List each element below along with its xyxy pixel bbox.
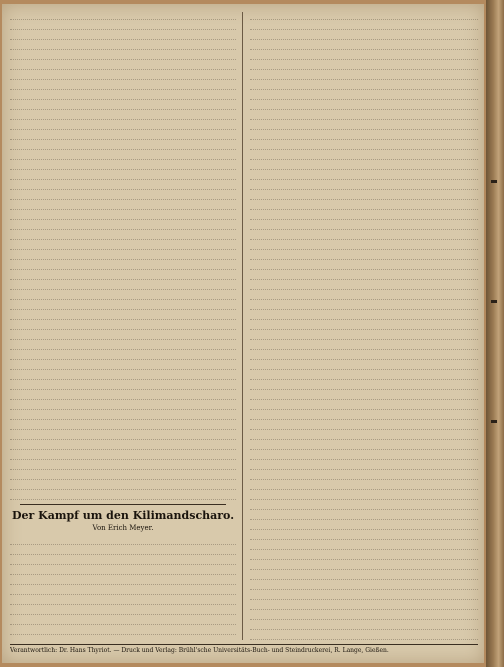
text-line [10,262,236,270]
text-line [250,412,478,420]
text-line [10,432,236,440]
text-line [250,42,478,50]
spine-mark [491,180,497,183]
text-line [10,392,236,400]
text-line [250,452,478,460]
text-line [250,592,478,600]
text-line [10,492,236,500]
text-line [10,372,236,380]
text-line [10,272,236,280]
text-line [250,632,478,640]
text-line [10,587,236,595]
text-line [250,462,478,470]
text-line [250,32,478,40]
text-line [250,202,478,210]
text-line [10,152,236,160]
text-line [10,302,236,310]
text-line [250,512,478,520]
text-line [10,52,236,60]
text-line [250,532,478,540]
text-line [250,442,478,450]
text-line [250,112,478,120]
text-line [250,552,478,560]
text-line [250,122,478,130]
right-column [250,12,478,640]
text-line [10,627,236,635]
text-line [250,302,478,310]
binding-spine [486,0,504,667]
text-line [10,362,236,370]
text-line [10,42,236,50]
text-line [10,462,236,470]
text-line [250,582,478,590]
text-line [250,402,478,410]
newspaper-page [2,4,484,663]
text-line [10,222,236,230]
text-line [250,482,478,490]
text-line [250,192,478,200]
text-line [250,332,478,340]
text-line [10,637,236,640]
text-line [10,72,236,80]
text-line [250,242,478,250]
text-line [250,372,478,380]
text-line [250,152,478,160]
text-line [10,172,236,180]
text-line [250,82,478,90]
text-line [250,382,478,390]
page-footer: Verantwortlich: Dr. Hans Thyriot. — Druck und Verlag: Brühl'sche Universitäts-Buch- und Steindruckerei, R. Lange, Gießen. [10,644,478,657]
text-line [250,282,478,290]
text-line [10,557,236,565]
text-line [250,62,478,70]
text-line [10,442,236,450]
text-line [10,342,236,350]
text-line [10,132,236,140]
text-line [10,22,236,30]
text-line [250,142,478,150]
text-line [10,192,236,200]
text-line [10,182,236,190]
text-line [10,332,236,340]
text-line [10,102,236,110]
text-line [250,322,478,330]
text-line [250,352,478,360]
column-divider [242,12,243,640]
text-line [250,182,478,190]
text-line [250,22,478,30]
text-line [10,242,236,250]
text-line [250,92,478,100]
text-line [250,572,478,580]
text-line [250,12,478,20]
spine-mark [491,420,497,423]
text-line [250,102,478,110]
text-line [10,472,236,480]
text-line [10,292,236,300]
text-line [10,142,236,150]
text-line [250,172,478,180]
text-line [250,492,478,500]
text-line [250,312,478,320]
text-line [10,62,236,70]
article-headline: Der Kampf um den Kilimandscharo. [11,509,235,522]
text-line [10,537,236,545]
text-line [10,412,236,420]
text-line [250,132,478,140]
text-line [10,112,236,120]
text-line [10,12,236,20]
article-byline: Von Erich Meyer. [92,524,154,532]
text-line [10,322,236,330]
text-line [10,312,236,320]
text-line [250,612,478,620]
text-line [10,32,236,40]
text-line [250,72,478,80]
text-line [250,52,478,60]
text-line [250,422,478,430]
text-line [10,382,236,390]
text-line [250,212,478,220]
text-line [250,392,478,400]
text-line [10,162,236,170]
text-line [10,422,236,430]
text-line [10,92,236,100]
text-line [10,402,236,410]
text-line [250,342,478,350]
text-line [250,292,478,300]
text-line [250,472,478,480]
text-line [250,602,478,610]
text-line [10,202,236,210]
text-line [250,362,478,370]
text-line [250,252,478,260]
text-line [10,232,236,240]
spine-mark [491,300,497,303]
text-line [250,562,478,570]
text-line [250,232,478,240]
text-line [10,452,236,460]
text-line [10,82,236,90]
text-line [250,522,478,530]
text-line [10,282,236,290]
text-line [10,352,236,360]
text-line [250,262,478,270]
text-line [10,577,236,585]
text-line [10,567,236,575]
section-rule [20,504,226,505]
text-line [10,547,236,555]
text-line [10,597,236,605]
text-line [250,162,478,170]
text-line [10,252,236,260]
text-line [250,272,478,280]
text-line [10,607,236,615]
text-line [10,617,236,625]
text-line [250,542,478,550]
text-line [250,622,478,630]
left-column [10,12,236,640]
text-line [10,122,236,130]
text-line [250,502,478,510]
text-line [250,222,478,230]
text-line [10,212,236,220]
text-line [250,432,478,440]
text-line [10,482,236,490]
